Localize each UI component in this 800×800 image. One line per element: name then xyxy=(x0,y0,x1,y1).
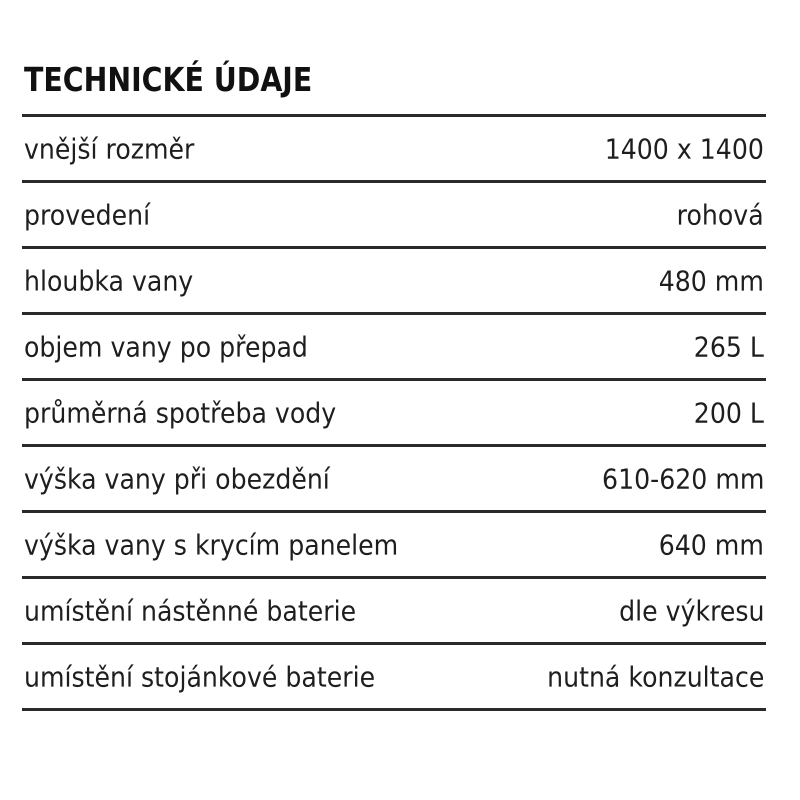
row-label: umístění stojánkové baterie xyxy=(24,660,376,693)
row-value: nutná konzultace xyxy=(546,660,764,693)
row-label: provedení xyxy=(24,198,151,231)
table-row xyxy=(22,381,766,447)
row-value: 1400 x 1400 xyxy=(604,132,764,165)
row-value: dle výkresu xyxy=(618,594,764,627)
row-value: 200 L xyxy=(693,396,764,429)
row-value: 640 mm xyxy=(658,528,764,561)
row-label: výška vany při obezdění xyxy=(24,462,330,495)
row-label: objem vany po přepad xyxy=(24,330,308,363)
table-row xyxy=(22,513,766,579)
table-row xyxy=(22,315,766,381)
row-value: 480 mm xyxy=(658,264,764,297)
table-row xyxy=(22,579,766,645)
table-row xyxy=(22,249,766,315)
table-row xyxy=(22,645,766,711)
row-label: vnější rozměr xyxy=(24,132,195,165)
row-label: průměrná spotřeba vody xyxy=(24,396,337,429)
row-value: 265 L xyxy=(693,330,764,363)
row-label: umístění nástěnné baterie xyxy=(24,594,357,627)
row-value: rohová xyxy=(677,198,764,231)
table-row xyxy=(22,447,766,513)
row-value: 610-620 mm xyxy=(601,462,764,495)
row-label: hloubka vany xyxy=(24,264,194,297)
table-row xyxy=(22,117,766,183)
row-label: výška vany s krycím panelem xyxy=(24,528,399,561)
spec-table xyxy=(22,114,766,711)
page-title: TECHNICKÉ ÚDAJE xyxy=(24,60,313,99)
table-row xyxy=(22,183,766,249)
